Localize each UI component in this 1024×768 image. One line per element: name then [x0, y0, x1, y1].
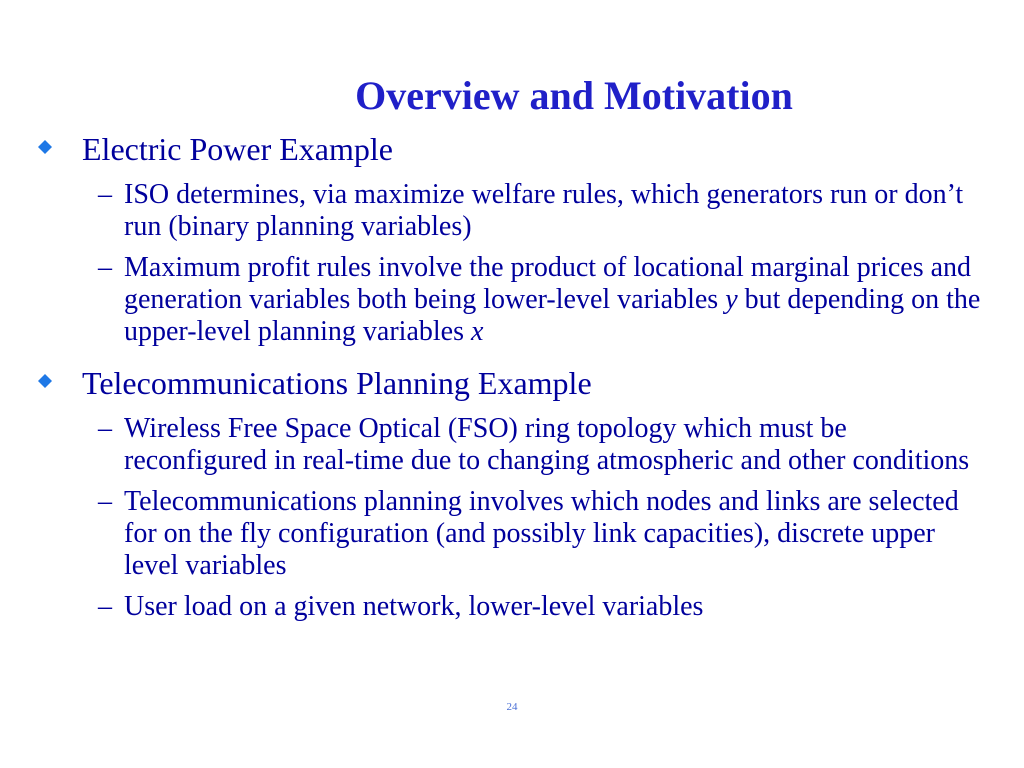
sub-bullet-text: ISO determines, via maximize welfare rules, which generators run or don’t run (binary planning variables)	[124, 179, 964, 242]
sub-bullet-max-profit	[36, 252, 996, 348]
dash-marker: –	[98, 413, 112, 444]
sub-bullet-text: Maximum profit rules involve the product of locational marginal prices and generation variables both being lower-level variables	[124, 252, 972, 315]
dash-marker: –	[98, 591, 112, 622]
sub-bullet-telecom	[36, 486, 996, 582]
sub-bullet-user-load	[36, 591, 996, 623]
sub-bullet-fso	[36, 413, 996, 477]
sub-bullet-text-continued: but depending on the upper-level planning variables	[124, 284, 981, 347]
slide-title: Overview and Motivation	[355, 73, 793, 118]
sub-bullet-iso	[36, 179, 996, 243]
sub-bullet-text: User load on a given network, lower-level variables	[124, 591, 704, 622]
bullet-heading: Electric Power Example	[82, 131, 393, 167]
variable-y: y	[725, 284, 738, 315]
sub-bullet-text: Wireless Free Space Optical (FSO) ring topology which must be reconfigured in real-time due to changing atmospheric and other conditions	[124, 413, 970, 476]
dash-marker: –	[98, 179, 112, 210]
variable-x: x	[470, 316, 484, 347]
bullet-electric-power	[36, 128, 996, 170]
bullet-telecom-planning	[36, 362, 996, 404]
page-number: 24	[506, 701, 518, 713]
slide-content	[36, 128, 996, 623]
bullet-heading: Telecommunications Planning Example	[82, 365, 592, 401]
dash-marker: –	[98, 252, 112, 283]
sub-bullet-text: Telecommunications planning involves which nodes and links are selected for on the fly configuration (and possibly link capacities), discrete upper level variables	[124, 486, 959, 581]
diamond-bullet-icon	[38, 374, 52, 388]
diamond-bullet-icon	[38, 140, 52, 154]
dash-marker: –	[98, 486, 112, 517]
